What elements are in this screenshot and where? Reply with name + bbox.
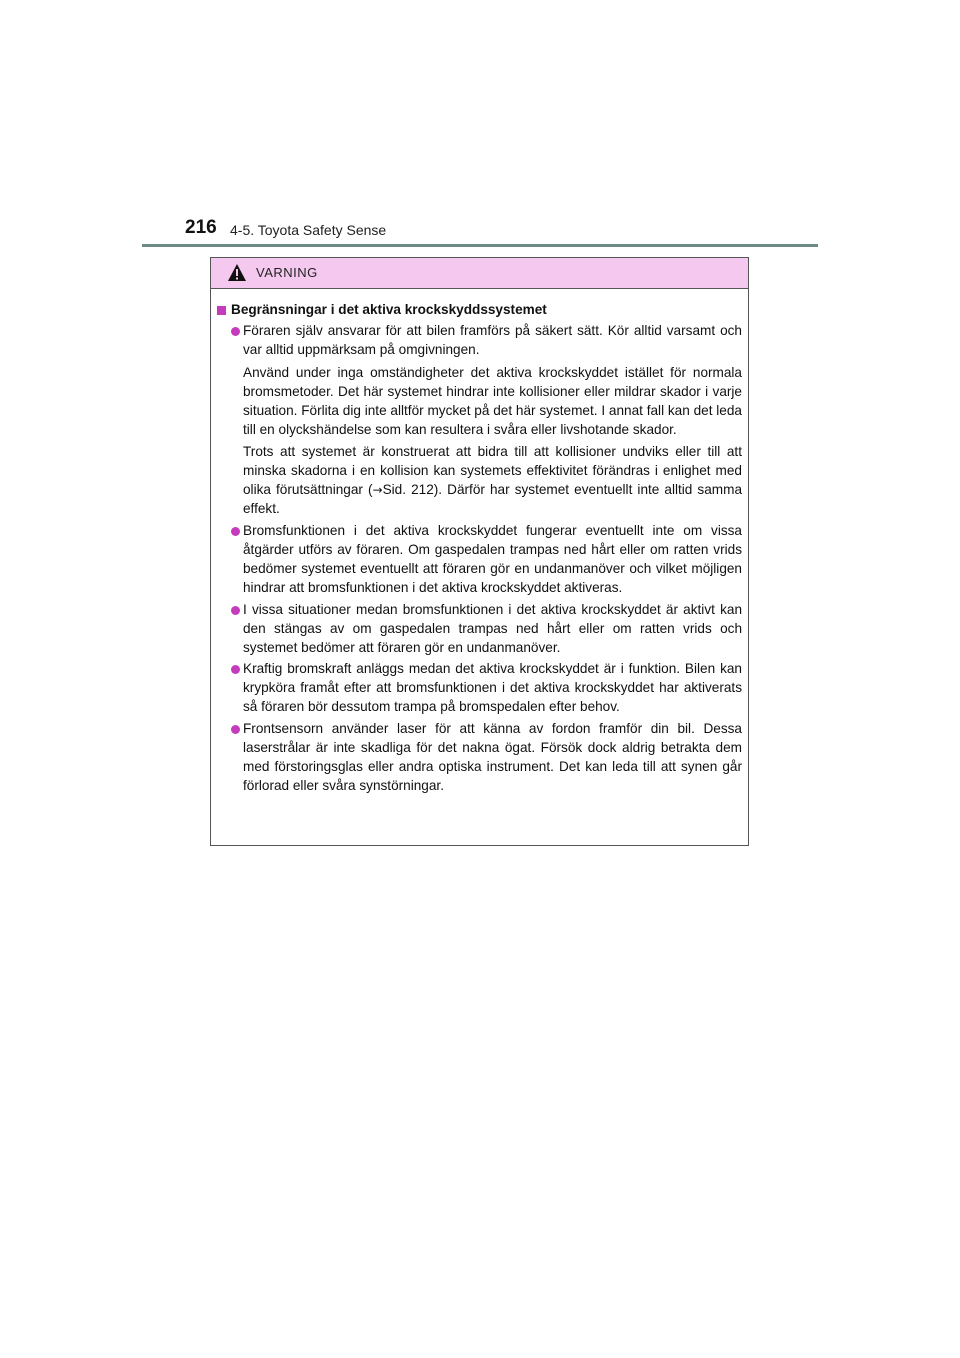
arrow-icon: → — [372, 483, 383, 498]
bullet-icon — [231, 725, 240, 734]
item-paragraph: Bromsfunktionen i det aktiva krockskyddet fungerar eventuellt inte om vissa åtgärder utförs av föraren. Om gaspedalen trampas ned hårt eller om ratten vrids bedömer systemet eventuellt att föraren gör en undanmanöver och vilket möjligen hindrar att bromsfunktionen i det aktiva krockskyddet aktiveras. — [243, 523, 742, 595]
item-paragraph: Föraren själv ansvarar för att bilen framförs på säkert sätt. Kör alltid varsamt och var alltid uppmärksam på omgivningen. — [243, 323, 742, 357]
topic-text: Begränsningar i det aktiva krockskyddssystemet — [231, 302, 547, 317]
item-paragraph: Frontsensorn använder laser för att känna av fordon framför din bil. Dessa laserstrålar är inte skadliga för det nakna ögat. Försök dock aldrig betrakta dem med förstoringsglas eller andra optiska instrument. Det kan leda till att synen går förlorad eller svåra synstörningar. — [243, 721, 742, 793]
bullet-icon — [231, 606, 240, 615]
list-item — [217, 720, 742, 796]
warning-triangle-icon — [227, 263, 247, 282]
warning-header — [211, 258, 748, 289]
list-item — [217, 601, 742, 658]
page-number: 216 — [185, 217, 217, 238]
bullet-icon — [231, 327, 240, 336]
list-item — [217, 322, 742, 519]
item-paragraph: Kraftig bromskraft anläggs medan det aktiva krockskyddet är i funktion. Bilen kan krypköra framåt efter att bromsfunktionen i det aktiva krockskyddet har aktiverats så föraren bör dessutom trampa på bromspedalen efter behov. — [243, 661, 742, 715]
item-paragraph: I vissa situationer medan bromsfunktionen i det aktiva krockskyddet är aktivt kan den stängas av om gaspedalen trampas ned hårt eller om ratten vrids och systemet bedömer att föraren gör en undanmanöver. — [243, 601, 742, 655]
page-header — [142, 214, 818, 246]
header-rule — [142, 244, 818, 247]
bullet-icon — [231, 527, 240, 536]
topic-heading — [217, 301, 742, 319]
warning-box — [210, 257, 749, 846]
item-paragraph — [243, 443, 742, 519]
warning-body — [211, 289, 748, 796]
warning-title: VARNING — [256, 265, 318, 280]
list-item — [217, 522, 742, 598]
bullet-icon — [231, 665, 240, 674]
list-item — [217, 660, 742, 717]
text-run: Sid. 212). Därför har systemet eventuellt inte alltid samma effekt. — [243, 482, 743, 517]
item-paragraph: Använd under inga omständigheter det aktiva krockskyddet istället för normala bromsmetoder. Det här systemet hindrar inte kollisioner eller mildrar skador i varje situation. Förlita dig inte alltför mycket på det här systemet. I annat fall kan det leda till en olyckshändelse som kan resultera i svåra eller livshotande skador. — [243, 364, 742, 437]
section-title: 4-5. Toyota Safety Sense — [230, 222, 387, 238]
square-bullet-icon — [217, 306, 226, 315]
text-run: Trots att systemet är konstruerat att bidra till att kollisioner undviks eller till att minska skadorna i en kollision kan systemets effektivitet förändras i enlighet med olika förutsättningar ( — [243, 444, 742, 498]
